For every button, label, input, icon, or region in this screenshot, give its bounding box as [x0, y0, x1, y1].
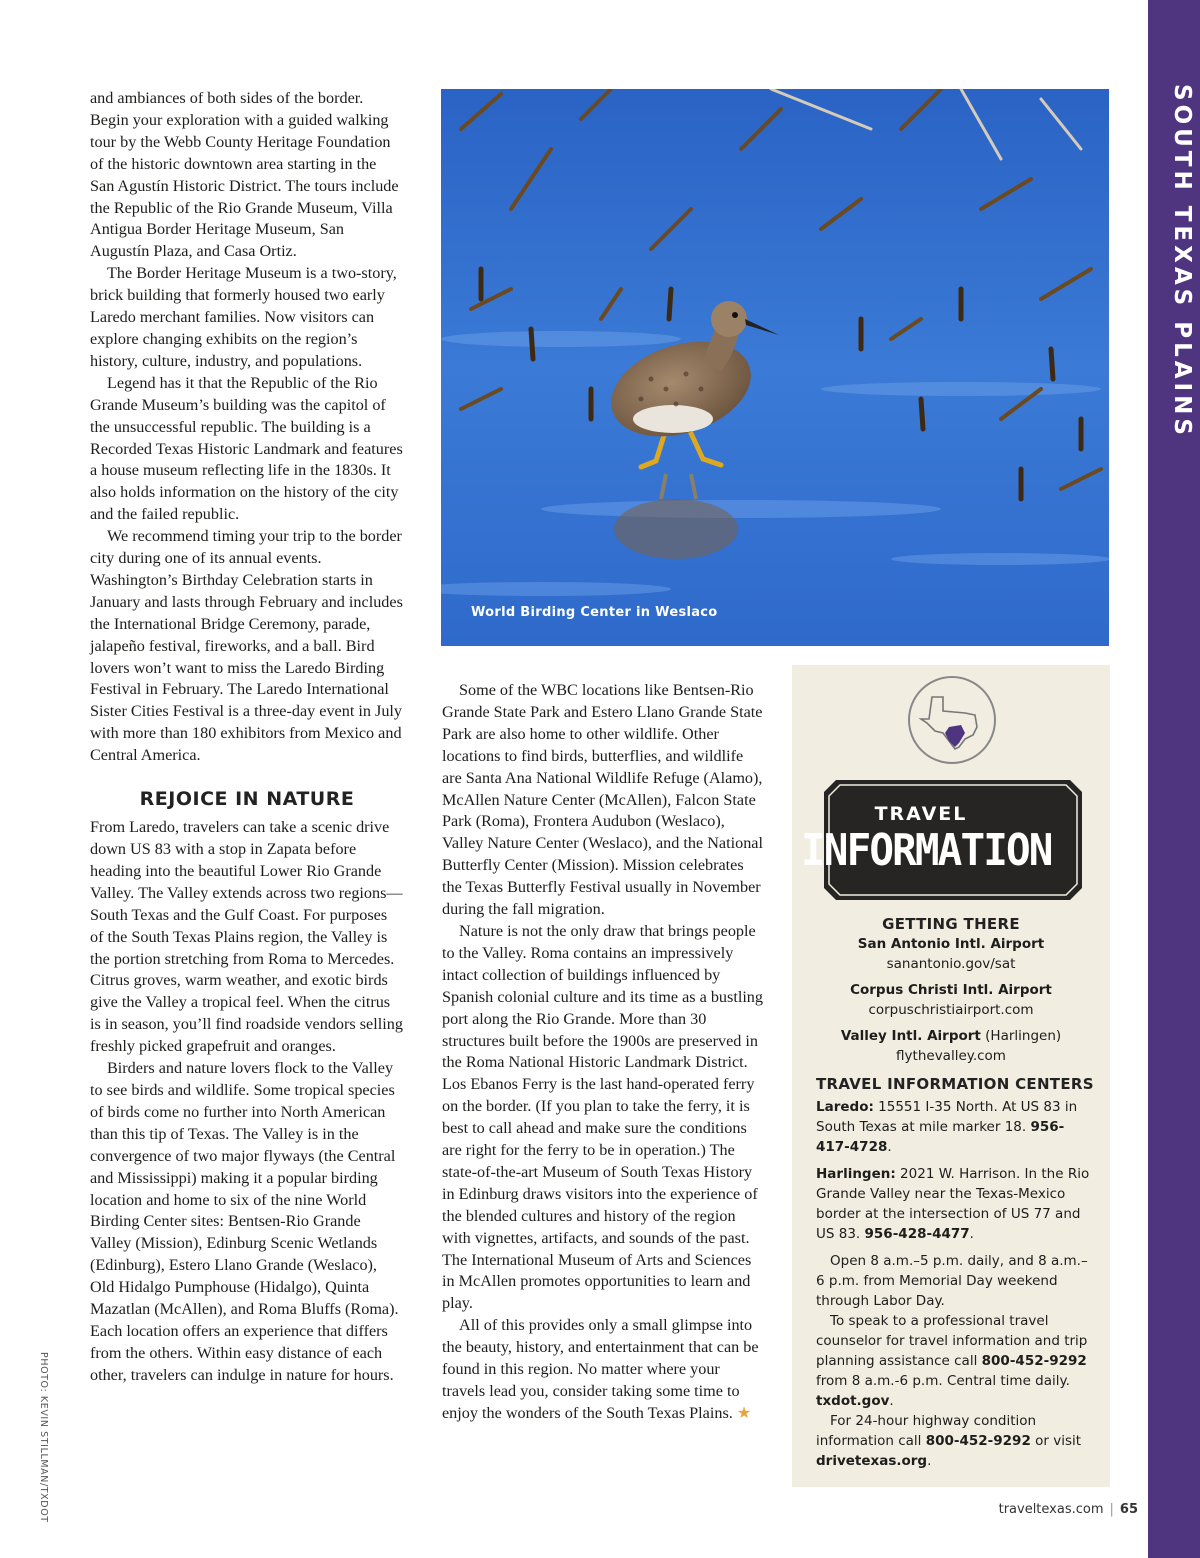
paragraph: Some of the WBC locations like Bentsen-Rio Grande State Park and Estero Llano Grande State Park are also home to other wildlife. Other locations to find birds, butterflies, and wildlife are Santa Ana National Wildlife Refuge (Alamo), McAllen Nature Center (McAllen), Falcon State Park (Roma), Frontera Audubon (Weslaco), Valley Nature Center (Weslaco), and the National Butterfly Center (Mission). Mission celebrates the Texas Butterfly Festival usually in November during the fall migration. — [442, 681, 763, 919]
harlingen-address: 2021 W. Harrison. In the Rio Grande Valley near the Texas-Mexico border at the intersection of US 77 and US 83. — [816, 1166, 1090, 1242]
laredo-center: Laredo: 15551 I-35 North. At US 83 in South Texas at mile marker 18. 956-417-4728. — [816, 1099, 1078, 1155]
airport-name: Valley Intl. Airport — [840, 1028, 981, 1044]
section-label: SOUTH TEXAS PLAINS — [1169, 84, 1195, 439]
highway-phone[interactable]: 800-452-9292 — [925, 1433, 1031, 1449]
plaque-title-large: INFORMATION — [801, 825, 1052, 876]
txdot-link[interactable]: txdot.gov — [816, 1393, 890, 1409]
paragraph: From Laredo, travelers can take a scenic drive down US 83 with a stop in Zapata before heading into the beautiful Lower Rio Grande Valley. The Valley extends across two regions—South Texas and the Gulf Coast. For purposes of the South Texas Plains region, the Valley is the portion stretching from Roma to Mercedes. Citrus groves, warm weather, and exotic birds give the Valley a tropical feel. When the citrus is in season, you’ll find roadside vendors selling freshly picked grapefruit and oranges. — [90, 818, 403, 1056]
laredo-address: 15551 I-35 North. At US 83 in South Texas at mile marker 18. — [816, 1099, 1078, 1135]
laredo-label: Laredo: — [816, 1099, 874, 1115]
photo-credit: PHOTO: KEVIN STILLMAN/TXDOT — [38, 1352, 49, 1523]
paragraph: The Border Heritage Museum is a two-story, brick building that formerly housed two early Laredo merchant families. Now visitors can explore changing exhibits on the region’s history, culture, industry, and populations. — [90, 264, 397, 370]
plaque-title-small: TRAVEL — [874, 803, 968, 825]
airport-note: (Harlingen) — [980, 1028, 1062, 1044]
page-footer — [940, 1502, 1138, 1517]
harlingen-label: Harlingen: — [816, 1166, 896, 1182]
paragraph — [442, 1315, 764, 1425]
airport-name: Corpus Christi Intl. Airport — [850, 982, 1052, 998]
travel-centers-heading: TRAVEL INFORMATION CENTERS — [816, 1075, 1094, 1093]
paragraph: Birders and nature lovers flock to the Valley to see birds and wildlife. Some tropical species of birds come no further into North American than this tip of Texas. The Valley is in the convergence of two major flyways (the Central and Mississippi) making it a popular birding location and home to six of the nine World Birding Center sites: Bentsen-Rio Grande Valley (Mission), Edinburg Scenic Wetlands (Edinburg), Estero Llano Grande (Weslaco), Old Hidalgo Pumphouse (Hidalgo), Quinta Mazatlan (McAllen), and Roma Bluffs (Roma). Each location offers an experience that differs from the others. Within easy distance of each other, travelers can indulge in nature for hours. — [90, 1059, 399, 1384]
texas-map-icon — [907, 675, 997, 765]
travel-info-box — [792, 665, 1110, 1487]
paragraph: Nature is not the only draw that brings people to the Valley. Roma contains an impressively intact collection of buildings influenced by Spanish colonial culture and its time as a bustling port along the Rio Grande. More than 30 structures built before the 1900s are preserved in the Roma National Historic Landmark District. Los Ebanos Ferry is the last hand-operated ferry on the border. (If you plan to take the ferry, it is best to call ahead and make sure the conditions are right for the ferry to be in operation.) The state-of-the-art Museum of South Texas History in Edinburg draws visitors into the experience of the blended cultures and history of the region with vignettes, artifacts, and sounds of the past. The International Museum of Arts and Sciences in McAllen promotes opportunities to learn and play. — [442, 921, 763, 1313]
bird-photo — [441, 89, 1109, 646]
counselor-hours: from 8 a.m.-6 p.m. Central time daily. — [816, 1373, 1070, 1389]
harlingen-center: Harlingen: 2021 W. Harrison. In the Rio Grande Valley near the Texas-Mexico border at the intersection of US 77 and US 83. 956-428-4477. — [816, 1166, 1090, 1242]
section-heading: REJOICE IN NATURE — [139, 788, 355, 811]
counselor-phone[interactable]: 800-452-9292 — [981, 1353, 1087, 1369]
footer-site[interactable]: traveltexas.com — [998, 1502, 1104, 1517]
getting-there-heading: GETTING THERE — [882, 915, 1020, 933]
paragraph: and ambiances of both sides of the border. Begin your exploration with a guided walking tour by the Webb County Heritage Foundation of the historic downtown area starting in the San Agustín Historic District. The tours include the Republic of the Rio Grande Museum, Villa Antigua Border Heritage Museum, San Augustín Plaza, and Casa Ortiz. — [90, 89, 399, 261]
airport-entry — [792, 935, 1110, 974]
airport-entry — [792, 981, 1110, 1020]
star-icon: ★ — [736, 1403, 752, 1422]
airport-url[interactable]: flythevalley.com — [896, 1047, 1006, 1064]
article-column-left — [90, 88, 404, 1387]
paragraph: Legend has it that the Republic of the Rio Grande Museum’s building was the capitol of the unsuccessful republic. The building is a Recorded Texas Historic Landmark and features a house museum reflecting life in the 1830s. It also holds information on the history of the city and the failed republic. — [90, 373, 403, 524]
getting-there-section — [792, 915, 1110, 1066]
sandpiper-photo-illustration — [441, 89, 1109, 646]
paragraph-text: All of this provides only a small glimpse into the beauty, history, and entertainment that can be found in this region. No matter where your travels lead you, consider taking some time to enjoy the wonders of the South Texas Plains. — [442, 1316, 759, 1422]
airport-name: San Antonio Intl. Airport — [857, 936, 1045, 952]
highway-info: For 24-hour highway condition information call 800-452-9292 or visit drivetexas.org. — [816, 1413, 1082, 1469]
airport-url[interactable]: sanantonio.gov/sat — [886, 955, 1016, 972]
harlingen-phone[interactable]: 956-428-4477 — [864, 1226, 970, 1242]
page-number: 65 — [1119, 1502, 1138, 1517]
paragraph: We recommend timing your trip to the border city during one of its annual events. Washington’s Birthday Celebration starts in January and lasts through February and includes the International Bridge Ceremony, parade, jalapeño festival, fireworks, and a ball. Bird lovers won’t want to miss the Laredo Birding Festival in February. The Laredo International Sister Cities Festival is a three-day event in July with more than 180 exhibitors from Mexico and Central America. — [90, 527, 403, 765]
article-column-middle — [442, 680, 764, 1425]
laredo-phone[interactable]: 956-417-4728 — [816, 1119, 1065, 1155]
counselor-info: To speak to a professional travel counselor for travel information and trip planning assistance call 800-452-9292 from 8 a.m.-6 p.m. Central time daily. txdot.gov. — [816, 1313, 1088, 1409]
drivetexas-link[interactable]: drivetexas.org — [816, 1453, 928, 1469]
highway-text: For 24-hour highway condition information call — [816, 1413, 1037, 1449]
counselor-text: To speak to a professional travel counselor for travel information and trip planning assistance call — [816, 1313, 1088, 1369]
highway-or: or visit — [1030, 1433, 1082, 1449]
airport-url[interactable]: corpuschristiairport.com — [868, 1001, 1034, 1018]
airport-entry — [792, 1027, 1110, 1066]
center-hours: Open 8 a.m.–5 p.m. daily, and 8 a.m.–6 p.m. from Memorial Day weekend through Labor Day. — [816, 1253, 1088, 1309]
footer-separator: | — [1109, 1502, 1114, 1517]
travel-centers-section — [816, 1075, 1096, 1471]
photo-caption: World Birding Center in Weslaco — [471, 605, 718, 620]
